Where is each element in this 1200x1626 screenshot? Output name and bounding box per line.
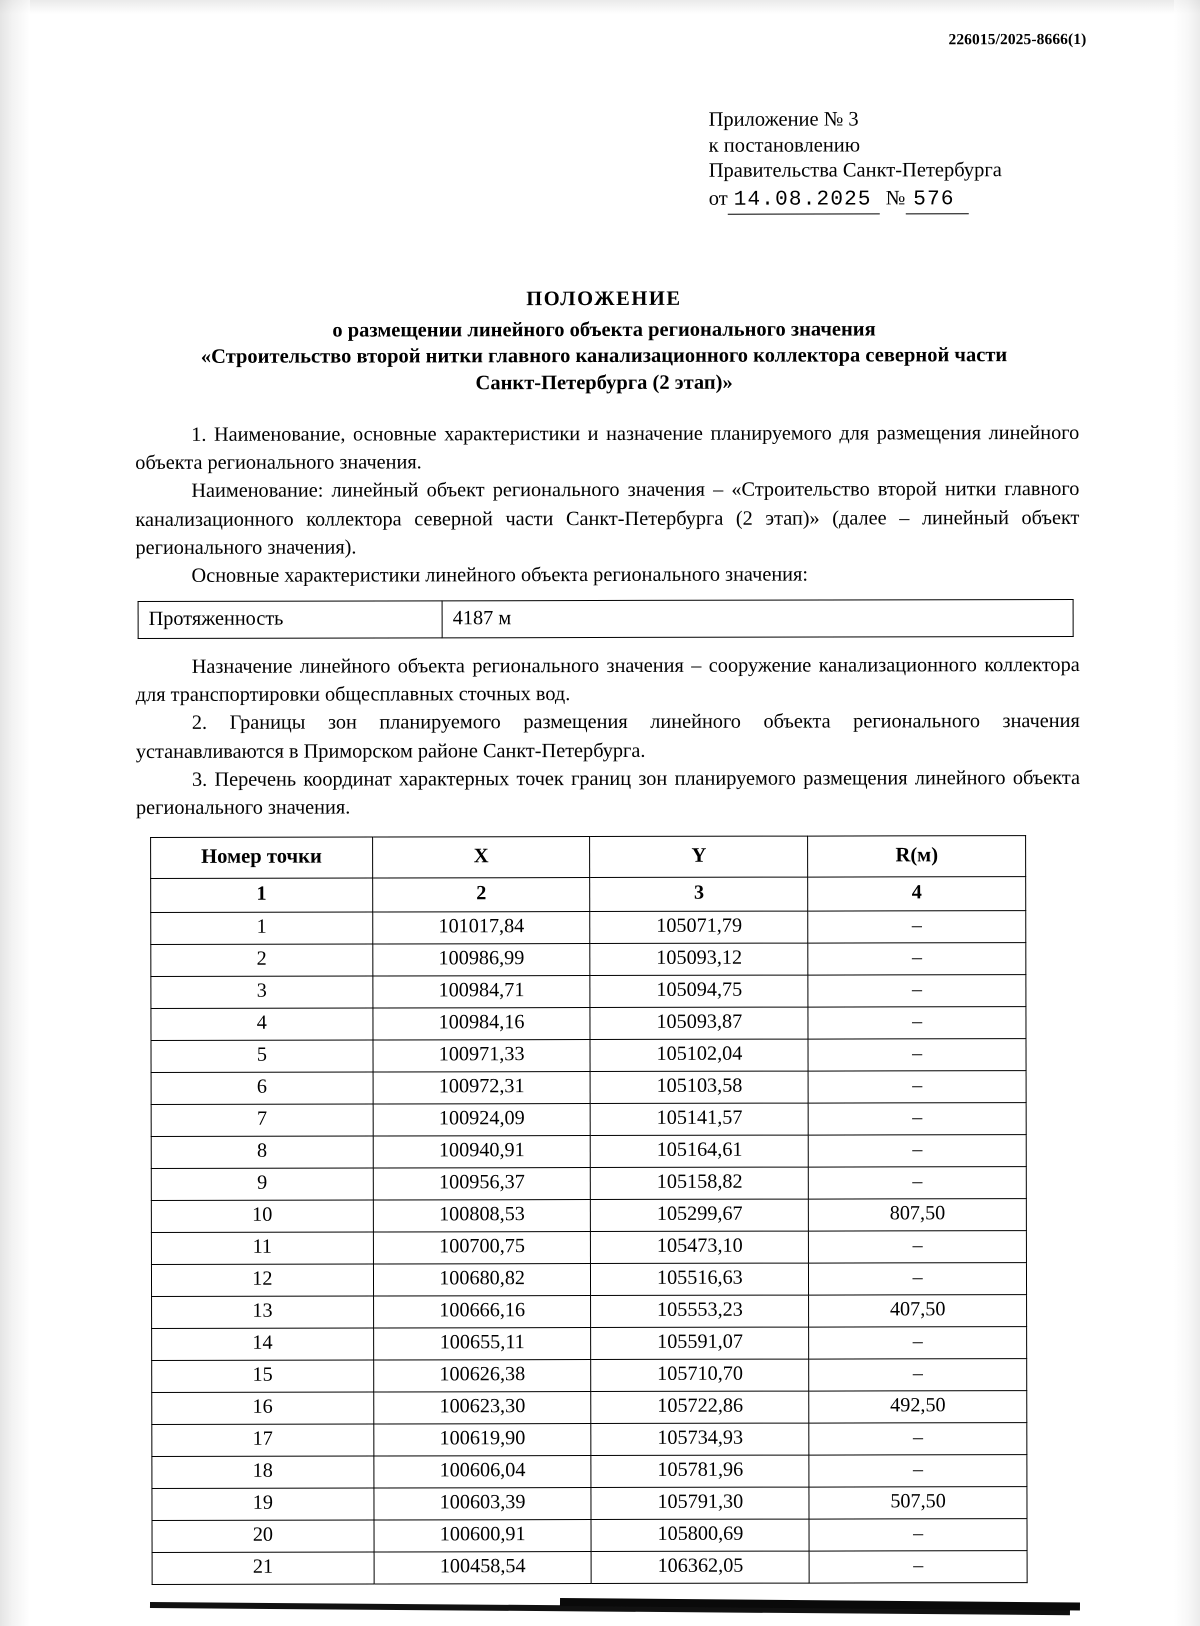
cell-radius: 407,50 [809, 1295, 1027, 1327]
cell-x-coordinate: 100603,39 [374, 1488, 592, 1520]
cell-y-coordinate: 105102,04 [590, 1039, 808, 1071]
column-header-point-number: Номер точки [151, 837, 373, 878]
cell-point-number: 16 [152, 1392, 374, 1424]
scan-edge-shadow-bottom [150, 1602, 1070, 1615]
cell-y-coordinate: 105094,75 [590, 975, 808, 1007]
cell-point-number: 9 [151, 1168, 373, 1200]
cell-point-number: 10 [151, 1200, 373, 1232]
cell-y-coordinate: 105164,61 [591, 1135, 809, 1167]
cell-radius: – [808, 1103, 1026, 1135]
coordinates-table-body [151, 911, 1027, 1585]
cell-y-coordinate: 105553,23 [591, 1295, 809, 1327]
cell-x-coordinate: 100626,38 [373, 1360, 591, 1392]
cell-point-number: 3 [151, 976, 373, 1008]
cell-radius: – [809, 1551, 1027, 1583]
cell-radius: – [809, 1263, 1027, 1295]
cell-y-coordinate: 105710,70 [591, 1359, 809, 1391]
cell-x-coordinate: 100700,75 [373, 1232, 591, 1264]
cell-x-coordinate: 100924,09 [373, 1104, 591, 1136]
cell-x-coordinate: 100940,91 [373, 1136, 591, 1168]
cell-y-coordinate: 105473,10 [591, 1231, 809, 1263]
paragraph-6: 3. Перечень координат характерных точек границ зон планируемого размещения линейного объекта регионального значения. [135, 766, 1080, 819]
column-numbering-row [151, 877, 1026, 913]
cell-x-coordinate: 100984,16 [373, 1008, 591, 1040]
coordinates-table-head [151, 836, 1026, 913]
resolution-number-value: 576 [905, 187, 968, 215]
table-row [152, 1327, 1027, 1361]
table-row [151, 1071, 1026, 1105]
cell-x-coordinate: 100619,90 [374, 1424, 592, 1456]
column-index-3: 3 [590, 877, 808, 911]
paragraph-3: Основные характеристики линейного объекта регионального значения: [191, 563, 809, 587]
cell-x-coordinate: 100984,71 [373, 976, 591, 1008]
cell-point-number: 17 [152, 1424, 374, 1456]
cell-point-number: 1 [151, 912, 373, 944]
scan-edge-shadow-bottom-dark [560, 1598, 1080, 1611]
table-row [152, 1423, 1027, 1457]
cell-x-coordinate: 100680,82 [373, 1264, 591, 1296]
title-subtitle-line-1: о размещении линейного объекта регионального значения [332, 317, 876, 342]
cell-x-coordinate: 100600,91 [374, 1520, 592, 1552]
scan-edge-shadow-top [0, 0, 1200, 14]
table-row [152, 1359, 1027, 1393]
date-label: от [708, 187, 728, 210]
column-header-radius: R(м) [808, 836, 1026, 877]
table-row [151, 1199, 1026, 1233]
cell-point-number: 21 [152, 1552, 374, 1584]
column-index-2: 2 [372, 878, 590, 912]
cell-point-number: 2 [151, 944, 373, 976]
cell-x-coordinate: 100971,33 [373, 1040, 591, 1072]
table-row [151, 975, 1026, 1009]
table-row [151, 1103, 1026, 1137]
length-value-cell: 4187 м [442, 600, 1073, 638]
cell-y-coordinate: 105299,67 [591, 1199, 809, 1231]
cell-point-number: 18 [152, 1456, 374, 1488]
document-title-block [139, 285, 1069, 397]
cell-y-coordinate: 105093,87 [590, 1007, 808, 1039]
table-row [151, 1263, 1026, 1297]
table-row [152, 1519, 1027, 1553]
paragraph-4: Назначение линейного объекта регионального значения – сооружение канализационного коллектора для транспортировки общесплавных сточных вод. [135, 653, 1080, 707]
cell-x-coordinate: 100458,54 [374, 1552, 592, 1584]
document-reference-code: 226015/2025-8666(1) [948, 30, 1087, 49]
cell-x-coordinate: 100655,11 [373, 1328, 591, 1360]
cell-x-coordinate: 100972,31 [373, 1072, 591, 1104]
length-characteristics-table [138, 599, 1074, 639]
resolution-date-value: 14.08.2025 [728, 187, 880, 215]
cell-radius: – [809, 1455, 1027, 1487]
cell-x-coordinate: 100956,37 [373, 1168, 591, 1200]
cell-y-coordinate: 105158,82 [591, 1167, 809, 1199]
cell-point-number: 4 [151, 1008, 373, 1040]
paragraph-5: 2. Границы зон планируемого размещения линейного объекта регионального значения устанавливаются в Приморском районе Санкт-Петербурга. [135, 710, 1080, 763]
cell-radius: – [808, 1039, 1026, 1071]
title-subtitle-line-2: «Строительство второй нитки главного канализационного коллектора северной части [200, 344, 1008, 368]
scan-edge-shadow-right [1174, 0, 1200, 1626]
cell-x-coordinate: 101017,84 [372, 912, 590, 944]
cell-x-coordinate: 100808,53 [373, 1200, 591, 1232]
cell-radius: – [809, 1359, 1027, 1391]
cell-radius: – [809, 1327, 1027, 1359]
cell-radius: – [809, 1423, 1027, 1455]
cell-radius: 492,50 [809, 1391, 1027, 1423]
cell-point-number: 19 [152, 1488, 374, 1520]
cell-y-coordinate: 105071,79 [590, 911, 808, 943]
cell-radius: – [809, 1519, 1027, 1551]
length-label-cell: Протяженность [138, 601, 442, 639]
table-row [151, 911, 1026, 945]
cell-y-coordinate: 105722,86 [591, 1391, 809, 1423]
table-row [151, 943, 1026, 977]
table-row [151, 1039, 1026, 1073]
cell-x-coordinate: 100986,99 [373, 944, 591, 976]
column-index-1: 1 [151, 878, 373, 912]
column-header-y: Y [590, 836, 808, 877]
body-section-one [135, 419, 1079, 590]
body-section-two [136, 651, 1080, 822]
paragraph-1: 1. Наименование, основные характеристики и назначение планируемого для размещения линейного объекта регионального значения. [135, 421, 1080, 475]
appendix-to-resolution-line: к постановлению [708, 133, 861, 157]
table-row [152, 1295, 1027, 1329]
appendix-reference-block [709, 107, 1002, 215]
table-row [152, 1391, 1027, 1425]
cell-radius: – [808, 943, 1026, 975]
cell-y-coordinate: 105734,93 [591, 1423, 809, 1455]
table-row [151, 1167, 1026, 1201]
cell-point-number: 20 [152, 1520, 374, 1552]
cell-radius: – [809, 1167, 1027, 1199]
column-index-4: 4 [808, 877, 1026, 911]
cell-point-number: 12 [151, 1264, 373, 1296]
scan-edge-shadow-left [0, 0, 30, 1626]
appendix-number-line: Приложение № 3 [708, 108, 859, 131]
table-row [152, 1455, 1027, 1489]
cell-y-coordinate: 105781,96 [591, 1455, 809, 1487]
cell-radius: – [808, 975, 1026, 1007]
cell-y-coordinate: 105141,57 [591, 1103, 809, 1135]
table-row [151, 1007, 1026, 1041]
cell-point-number: 15 [152, 1360, 374, 1392]
resolution-date-number-line [709, 186, 1002, 215]
cell-x-coordinate: 100606,04 [374, 1456, 592, 1488]
cell-point-number: 14 [152, 1328, 374, 1360]
cell-radius: 507,50 [809, 1487, 1027, 1519]
cell-radius: – [808, 1071, 1026, 1103]
table-row [151, 1231, 1026, 1265]
cell-point-number: 6 [151, 1072, 373, 1104]
cell-y-coordinate: 105093,12 [590, 943, 808, 975]
cell-point-number: 5 [151, 1040, 373, 1072]
cell-x-coordinate: 100666,16 [373, 1296, 591, 1328]
cell-y-coordinate: 105103,58 [591, 1071, 809, 1103]
page-title: ПОЛОЖЕНИЕ [526, 287, 682, 311]
cell-y-coordinate: 105800,69 [591, 1519, 809, 1551]
cell-y-coordinate: 105516,63 [591, 1263, 809, 1295]
cell-point-number: 8 [151, 1136, 373, 1168]
number-label: № [885, 186, 906, 209]
cell-y-coordinate: 105791,30 [591, 1487, 809, 1519]
paragraph-2: Наименование: линейный объект регионального значения – «Строительство второй нитки главного канализационного коллектора северной части Санкт-Петербурга (2 этап)» (далее – линейный объект регионального значения). [135, 478, 1080, 559]
cell-point-number: 13 [152, 1296, 374, 1328]
appendix-authority-line: Правительства Санкт-Петербурга [708, 159, 1002, 182]
table-row [152, 1551, 1027, 1585]
cell-point-number: 11 [151, 1232, 373, 1264]
cell-y-coordinate: 105591,07 [591, 1327, 809, 1359]
coordinates-table [150, 835, 1028, 1585]
cell-radius: – [808, 1135, 1026, 1167]
cell-radius: 807,50 [809, 1199, 1027, 1231]
cell-point-number: 7 [151, 1104, 373, 1136]
cell-y-coordinate: 106362,05 [592, 1551, 810, 1583]
table-header-row [151, 836, 1026, 879]
cell-x-coordinate: 100623,30 [373, 1392, 591, 1424]
table-row [138, 600, 1073, 639]
title-subtitle-line-3: Санкт-Петербурга (2 этап)» [475, 371, 733, 394]
column-header-x: X [372, 837, 590, 878]
table-row [152, 1487, 1027, 1521]
cell-radius: – [808, 911, 1026, 943]
cell-radius: – [808, 1007, 1026, 1039]
table-row [151, 1135, 1026, 1169]
cell-radius: – [809, 1231, 1027, 1263]
